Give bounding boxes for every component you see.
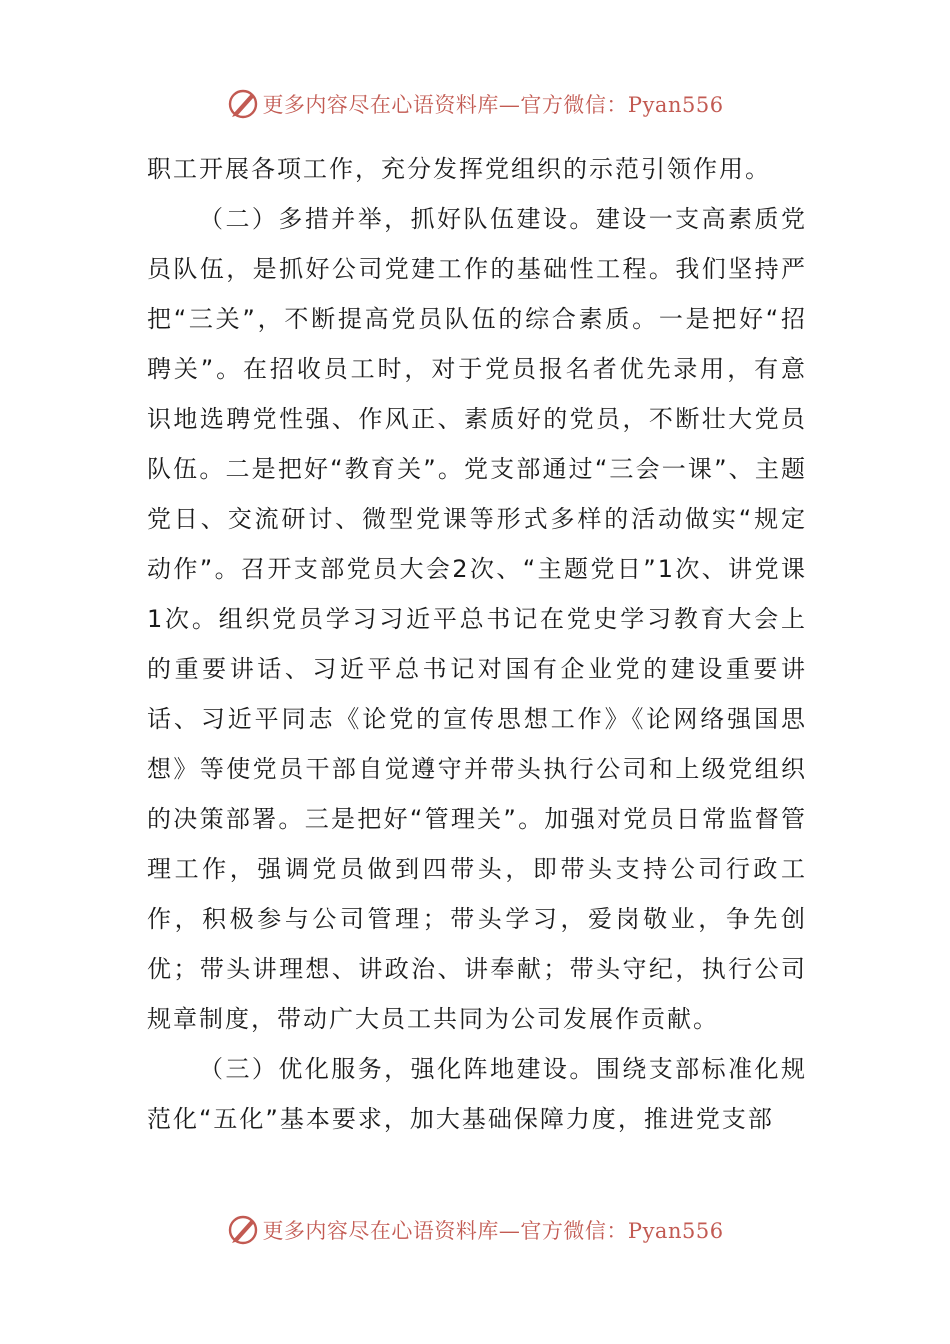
- pen-in-circle-logo-icon: [226, 87, 260, 121]
- pen-in-circle-logo-icon: [226, 1213, 260, 1247]
- paragraph-service-optimization: （三）优化服务，强化阵地建设。围绕支部标准化规范化“五化”基本要求，加大基础保障力度，推进党支部: [147, 1055, 807, 1133]
- paragraph-continuation: 职工开展各项工作，充分发挥党组织的示范引领作用。: [147, 155, 771, 183]
- document-body: [147, 144, 807, 1144]
- header-watermark-banner: [0, 84, 950, 124]
- footer-watermark-banner: [0, 1210, 950, 1250]
- paragraph-team-building: （二）多措并举，抓好队伍建设。建设一支高素质党员队伍，是抓好公司党建工作的基础性工程。我们坚持严把“三关”，不断提高党员队伍的综合素质。一是把好“招聘关”。在招收员工时，对于党员报名者优先录用，有意识地选聘党性强、作风正、素质好的党员，不断壮大党员队伍。二是把好“教育关”。党支部通过“三会一课”、主题党日、交流研讨、微型党课等形式多样的活动做实“规定动作”。召开支部党员大会2次、“主题党日”1次、讲党课1次。组织党员学习习近平总书记在党史学习教育大会上的重要讲话、习近平总书记对国有企业党的建设重要讲话、习近平同志《论党的宣传思想工作》《论网络强国思想》等使党员干部自觉遵守并带头执行公司和上级党组织的决策部署。三是把好“管理关”。加强对党员日常监督管理工作，强调党员做到四带头，即带头支持公司行政工作，积极参与公司管理；带头学习，爱岗敬业，争先创优；带头讲理想、讲政治、讲奉献；带头守纪，执行公司规章制度，带动广大员工共同为公司发展作贡献。: [147, 205, 807, 1033]
- watermark-text: 更多内容尽在心语资料库—官方微信：Pyan556: [262, 1219, 724, 1243]
- watermark-text: 更多内容尽在心语资料库—官方微信：Pyan556: [262, 93, 724, 117]
